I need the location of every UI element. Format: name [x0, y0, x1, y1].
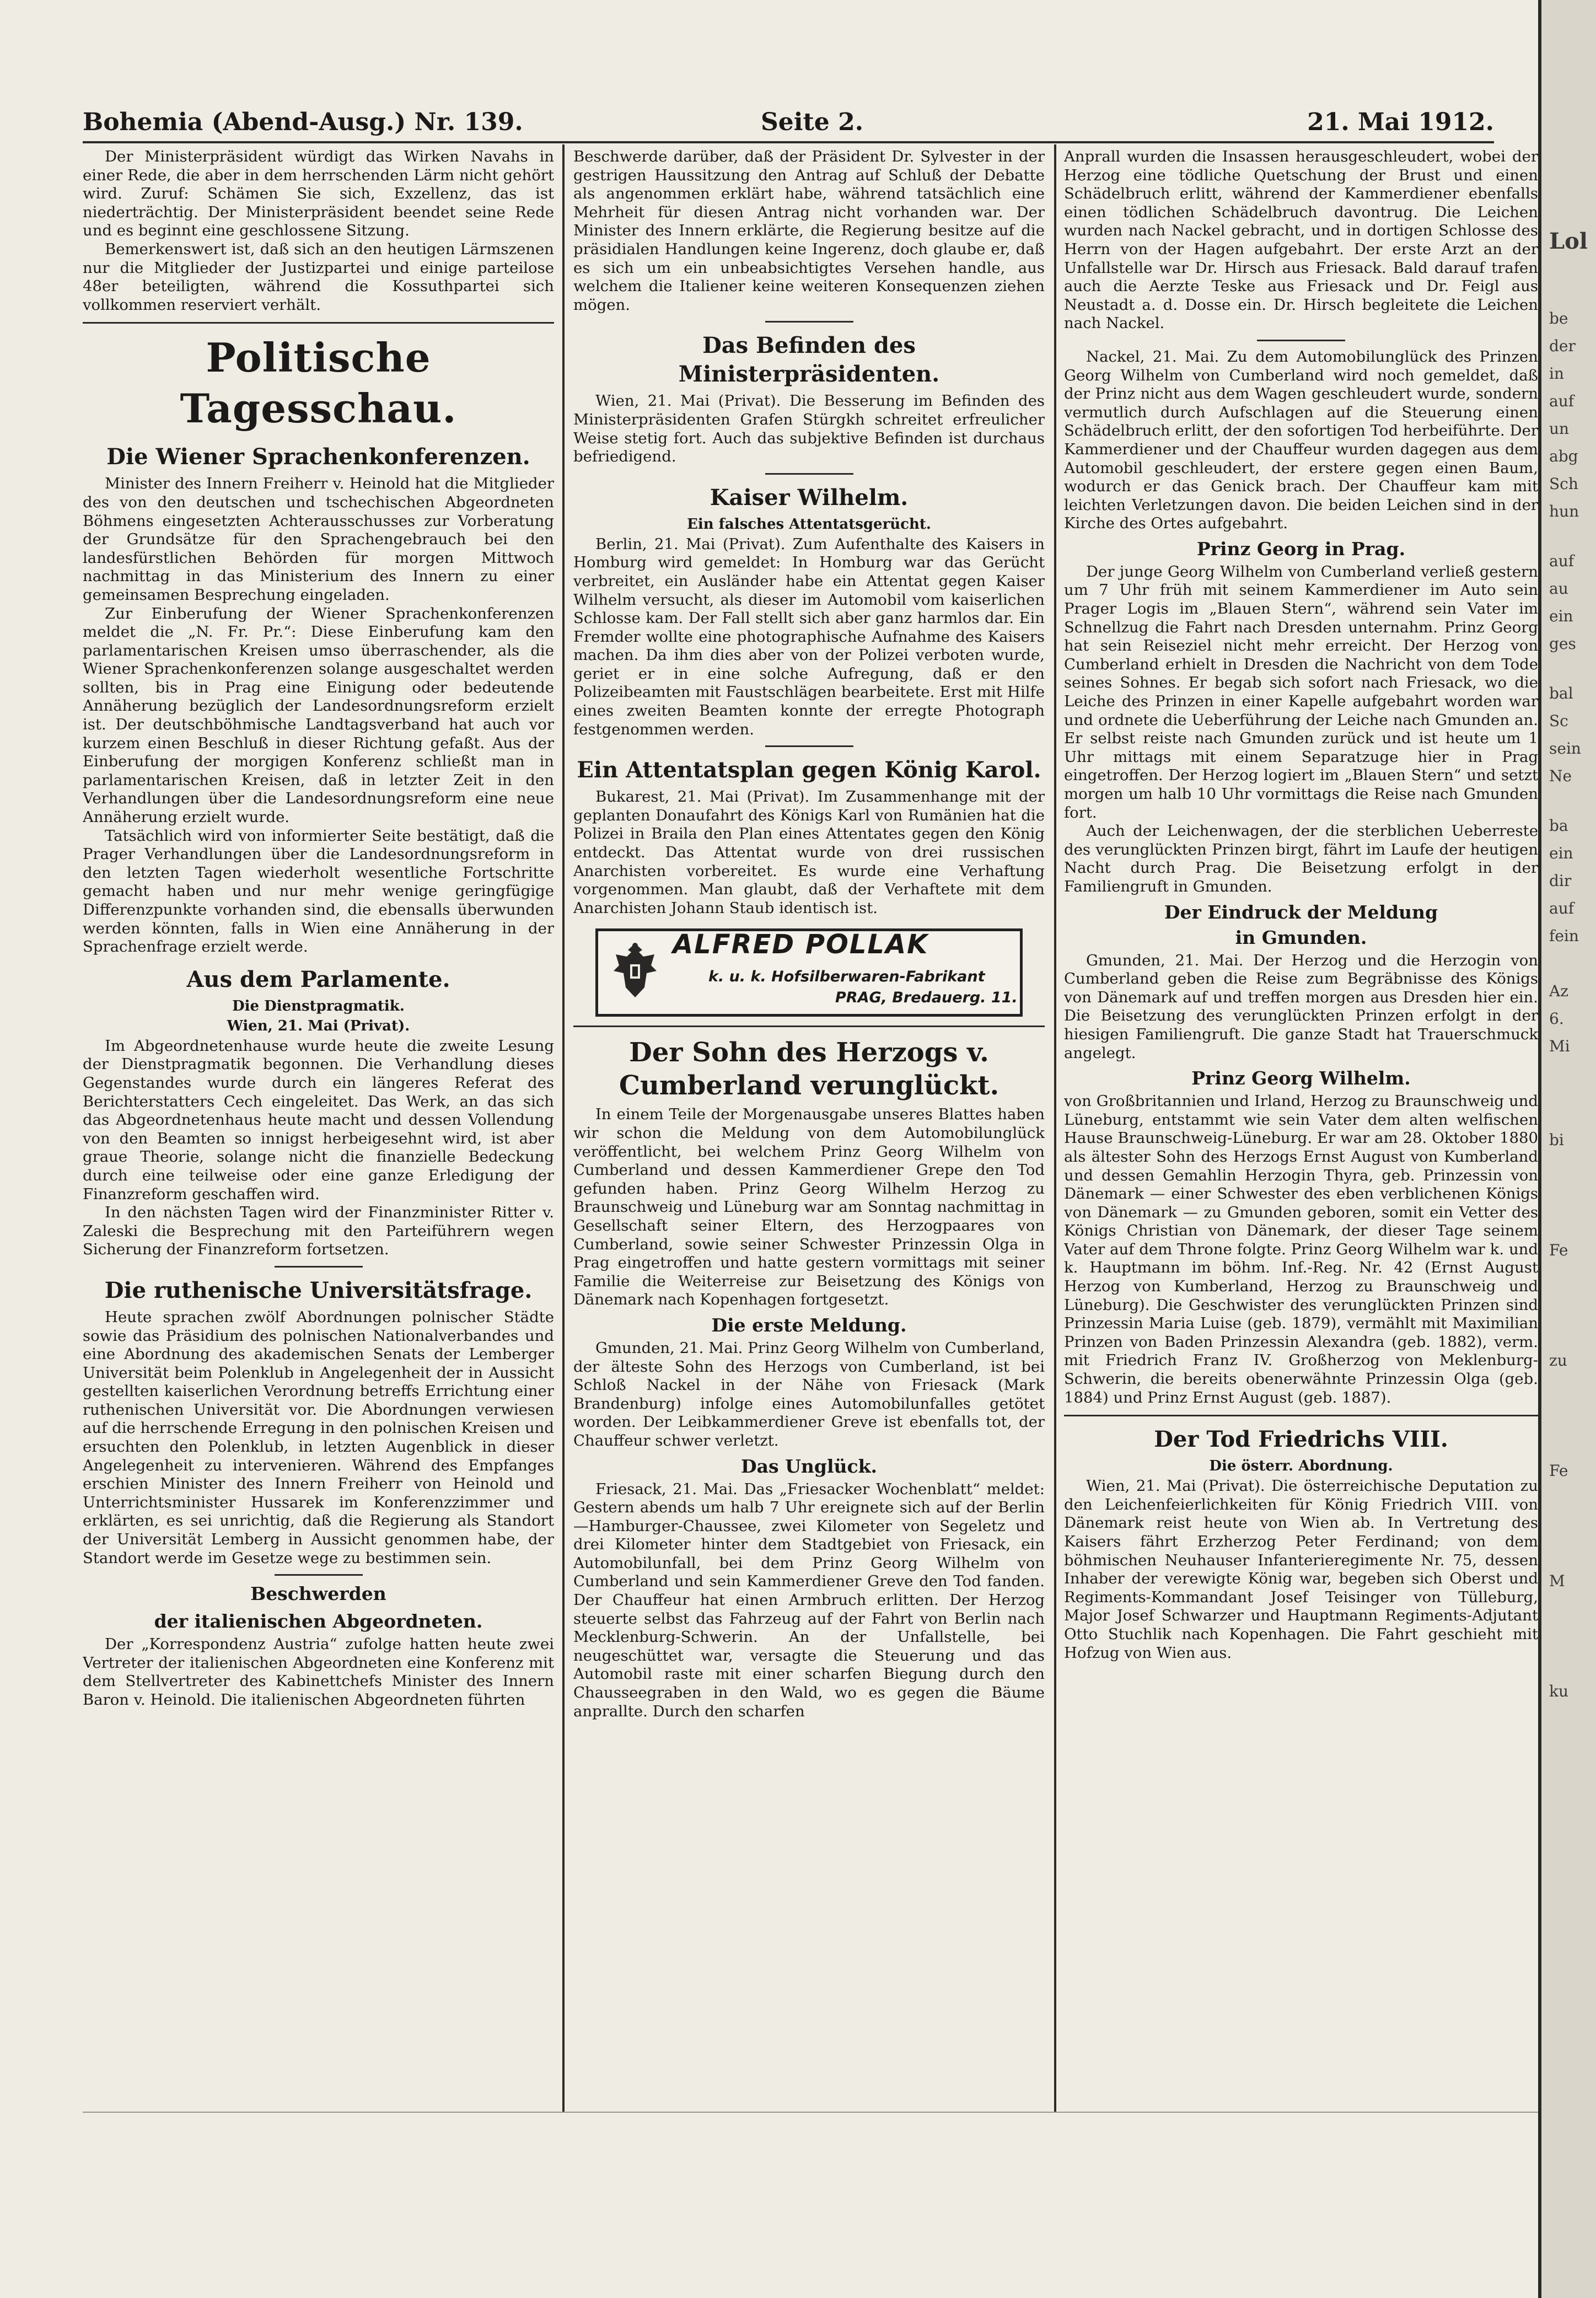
- edge-fragment: auf: [1549, 392, 1574, 410]
- article-paragraph: Gmunden, 21. Mai. Prinz Georg Wilhelm von Cumberland, der älteste Sohn des Herzogs von Cumberland, ist bei Schloß Nackel in der Nähe von Friesack (Mark Brandenburg) infolge eines Automobilunfalles getötet worden. Der Leibkammerdiener Greve ist ebenfalls tot, der Chauffeur schwer verletzt.: [573, 1339, 1045, 1449]
- article-subtitle: Die Dienstpragmatik.: [232, 997, 405, 1014]
- article-title-parlament: Aus dem Parlamente.: [186, 966, 450, 992]
- section-rule: [83, 322, 554, 324]
- section-title: Politische Tagesschau.: [180, 334, 457, 432]
- imperial-crest-icon: [610, 940, 660, 1002]
- article-subtitle-prag: Prinz Georg in Prag.: [1196, 538, 1406, 560]
- article-continuation: Anprall wurden die Insassen herausgeschleudert, wobei der Herzog eine tödliche Quetschung der Brust und einen Schädelbruch erlitt, während der Kammerdiener ebenfalls einen tödlichen Schädelbruch davontrug. Die Leichen wurden nach Nackel gebracht, und in dortigen Schlosse des Herrn von der Hagen aufgebahrt. Der erste Arzt an der Unfallstelle war Dr. Hirsch aus Friesack. Bald darauf trafen auch die Aerzte Teske aus Friesack und Dr. Feigl aus Neustadt a. d. Dosse ein. Dr. Hirsch begleitete die Leichen nach Nackel.: [1064, 148, 1538, 332]
- article-paragraph: von Großbritannien und Irland, Herzog zu Braunschweig und Lüneburg, entstammt wie sein Vater dem alten welfischen Hause Braunschweig-Lüneburg. Er war am 28. Oktober 1880 als ältester Sohn des Herzogs Ernst August von Kumberland und dessen Gemahlin Herzogin Thyra, geb. Prinzessin von Dänemark — einer Schwester des eben verblichenen Königs von Dänemark — zu Gmunden geboren, somit ein Vetter des Königs Christian von Dänemark, der dieser Tage seinem Vater auf dem Throne folgte. Prinz Georg Wilhelm war k. und k. Hauptmann im böhm. Inf.-Reg. Nr. 42 (Ernst August Herzog von Kumberland, Herzog zu Braunschweig und Lüneburg). Die Geschwister des verunglückten Prinzen sind Prinzessin Maria Luise (geb. 1879), vermählt mit Maximilian Prinzen von Baden Prinzessin Alexandra (geb. 1882), verm. mit Friedrich Franz IV. Großherzog von Meklenburg-Schwerin, die bereits obenerwähnte Prinzessin Olga (geb. 1884) und Prinz Ernst August (geb. 1887).: [1064, 1092, 1538, 1406]
- edge-fragment: M: [1549, 1572, 1565, 1590]
- article-paragraph: Auch der Leichenwagen, der die sterblichen Ueberreste des verunglückten Prinzen birgt, fährt im Laufe der heutigen Nacht durch Prag. Die Beisetzung erfolgt in der Familiengruft in Gmunden.: [1064, 822, 1538, 895]
- article-paragraph: Wien, 21. Mai (Privat). Die österreichische Deputation zu den Leichenfeierlichkeiten für König Friedrich VIII. von Dänemark reist heute von Wien ab. In Vertretung des Kaisers fährt Erzherzog Peter Ferdinand; von dem böhmischen Neuhauser Infanterieregimente Nr. 75, dessen Inhaber der verewigte König war, begeben sich Oberst und Regiments-Kommandant Josef Teisinger von Tülleburg, Major Josef Schwarzer und Hauptmann Regiments-Adjutant Otto Stuchlik nach Kopenhagen. Die Fahrt geschieht mit Hofzug von Wien aus.: [1064, 1477, 1538, 1662]
- dateline: Wien, 21. Mai (Privat).: [227, 1017, 410, 1034]
- edge-fragment: ein: [1549, 844, 1573, 862]
- advertiser-address: PRAG, Bredauerg. 11.: [835, 989, 1018, 1007]
- edge-fragment: Fe: [1549, 1462, 1568, 1480]
- article-paragraph: Tatsächlich wird von informierter Seite bestätigt, daß die Prager Verhandlungen über die Landesordnungsreform in den letzten Tagen wiederholt wesentliche Fortschritte gemacht haben und nur mehr wenige geringfügige Differenzpunkte vorhanden sind, die ebensalls überwunden werden könnten, falls in Wien eine Annäherung in der Sprachenfrage erzielt werde.: [83, 826, 554, 956]
- issue-date: 21. Mai 1912.: [1307, 108, 1494, 136]
- advertisement-pollak: [595, 928, 1023, 1017]
- article-subtitle-unglueck: Das Unglück.: [741, 1455, 877, 1477]
- article-title-friedrich: Der Tod Friedrichs VIII.: [1154, 1426, 1448, 1453]
- article-subtitle-georg-wilhelm: Prinz Georg Wilhelm.: [1191, 1067, 1411, 1089]
- bottom-margin: [83, 2112, 1538, 2135]
- separator: [275, 1266, 363, 1268]
- edge-fragment: ges: [1549, 635, 1576, 653]
- masthead-issue: Bohemia (Abend-Ausg.) Nr. 139.: [83, 108, 523, 136]
- edge-fragment: Fe: [1549, 1241, 1568, 1259]
- article-title-beschwerden-2: der italienischen Abgeordneten.: [154, 1610, 483, 1633]
- column-divider-1: [562, 144, 565, 2113]
- separator: [275, 1574, 363, 1576]
- edge-fragment: Ne: [1549, 767, 1572, 785]
- edge-fragment: der: [1549, 337, 1576, 355]
- article-paragraph: Berlin, 21. Mai (Privat). Zum Aufenthalte des Kaisers in Homburg wird gemeldet: In Homburg war das Gerücht verbreitet, ein Ausländer habe ein Attentat gegen Kaiser Wilhelm versucht, als dieser im Automobil vom kaiserlichen Schlosse kam. Der Fall stellt sich aber ganz harmlos dar. Ein Fremder wollte eine photographische Aufnahme des Kaisers machen. Da ihm dies aber von der Polizei verboten wurde, geriet er in eine solche Aufregung, daß er den Polizeibeamten mit Faustschlägen bearbeitete. Erst mit Hilfe eines zweiten Beamten konnte der erregte Photograph festgenommen werden.: [573, 535, 1045, 738]
- edge-fragment: un: [1549, 420, 1570, 438]
- page-header: [83, 108, 1494, 143]
- article-paragraph: Wien, 21. Mai (Privat). Die Besserung im Befinden des Ministerpräsidenten Grafen Stürgkh schreitet erfreulicher Weise stetig fort. Auch das subjektive Befinden ist durchaus befriedigend.: [573, 392, 1045, 466]
- column-3: [1064, 148, 1538, 2105]
- separator: [765, 473, 853, 475]
- edge-fragment: bal: [1549, 684, 1573, 702]
- column-divider-2: [1054, 144, 1056, 2113]
- advertiser-name: ALFRED POLLAK: [673, 929, 929, 960]
- article-paragraph: Nackel, 21. Mai. Zu dem Automobilunglück des Prinzen Georg Wilhelm von Cumberland wird noch gemeldet, daß der Prinz nicht aus dem Wagen geschleudert wurde, sondern vermutlich durch Aufschlagen auf die Steuerung einen Schädelbruch erlitt, der den sofortigen Tod herbeiführte. Der Kammerdiener und der Chauffeur wurden dagegen aus dem Automobil geschleudert, der erstere gegen einen Baum, wodurch er das Genick brach. Der Chauffeur kam mit leichten Verletzungen davon. Die beiden Leichen sind in der Kirche des Ortes aufgebahrt.: [1064, 347, 1538, 533]
- article-subtitle-erste-meldung: Die erste Meldung.: [711, 1314, 907, 1336]
- edge-fragment: be: [1549, 309, 1568, 327]
- edge-fragment: au: [1549, 579, 1568, 598]
- article-continuation: Beschwerde darüber, daß der Präsident Dr. Sylvester in der gestrigen Haussitzung den Antrag auf Schluß der Debatte als angenommen erklärt habe, während tatsächlich eine Mehrheit für diesen Antrag nicht vorhanden war. Der Minister des Innern erklärte, die Regierung besitze auf die präsidialen Handlungen keine Ingerenz, doch glaube er, daß es sich um ein unbeabsichtigtes Versehen handle, aus welchem die Italiener keine weiteren Konsequenzen ziehen mögen.: [573, 148, 1045, 314]
- section-rule: [1064, 1415, 1538, 1416]
- edge-fragment: Mi: [1549, 1037, 1570, 1055]
- article-subtitle-eindruck-2: in Gmunden.: [1235, 926, 1367, 948]
- article-paragraph: Im Abgeordnetenhause wurde heute die zweite Lesung der Dienstpragmatik begonnen. Die Verhandlung dieses Gegenstandes wurde durch ein längeres Referat des Berichterstatters Cech eingeleitet. Das Werk, an das sich das Abgeordnetenhaus heute macht und dessen Vollendung von den Beamten so innigst herbeigesehnt wird, ist aber graue Theorie, solange nicht die finanzielle Bedeckung durch eine teilweise oder eine ganze Erledigung der Finanzreform geschaffen wird.: [83, 1037, 554, 1203]
- article-paragraph: Zur Einberufung der Wiener Sprachenkonferenzen meldet die „N. Fr. Pr.“: Diese Einberufung kam den parlamentarischen Kreisen umso überraschender, als die Wiener Sprachenkonferenzen solange ausgeschaltet werden sollten, bis in Prag eine Einigung oder bedeutende Annäherung bezüglich der Landesordnungsreform erzielt ist. Der deutschböhmische Landtagsverband hat auch vor kurzem einen Beschluß in dieser Richtung gefaßt. Aus der Einberufung der morgigen Konferenz schließt man in parlamentarischen Kreisen, daß in letzter Zeit in den Verhandlungen über die Landesordnungsreform eine neue Annäherung erzielt wurde.: [83, 604, 554, 826]
- edge-fragment: Lol: [1549, 228, 1588, 254]
- adjacent-page-edge: [1538, 0, 1596, 2298]
- separator: [1257, 340, 1345, 341]
- intro-paragraph: Der Ministerpräsident würdigt das Wirken Navahs in einer Rede, die aber in dem herrschenden Lärm nicht gehört wird. Zuruf: Schämen Sie sich, Exzellenz, das ist niederträchtig. Der Ministerpräsident beendet seine Rede und es beginnt eine geschlossene Sitzung.: [83, 148, 554, 240]
- article-paragraph: Der „Korrespondenz Austria“ zufolge hatten heute zwei Vertreter der italienischen Abgeordneten eine Konferenz mit dem Stellvertreter des Kabinettchefs Minister des Innern Baron v. Heinold. Die italienischen Abgeordneten führten: [83, 1635, 554, 1709]
- advertiser-title: k. u. k. Hofsilberwaren-Fabrikant: [708, 968, 985, 986]
- column-1: [83, 148, 554, 2105]
- edge-fragment: Sc: [1549, 712, 1568, 730]
- article-subtitle: Die österr. Abordnung.: [1209, 1458, 1393, 1475]
- edge-fragment: Az: [1549, 982, 1568, 1000]
- separator: [765, 321, 853, 323]
- article-paragraph: Der junge Georg Wilhelm von Cumberland verließ gestern um 7 Uhr früh mit seinem Kammerdiener im Auto sein Prager Logis im „Blauen Stern“, während sein Vater im Schnellzug die Fahrt nach Dresden unternahm. Prinz Georg hat sein Reiseziel nicht mehr erreicht. Der Herzog von Cumberland erhielt in Dresden die Nachricht von dem Tode seines Sohnes. Er begab sich sofort nach Friesack, wo die Leiche des Prinzen in einer Kapelle aufgebahrt worden war und ordnete die Ueberführung der Leiche nach Gmunden an. Er selbst reiste nach Gmunden zurück und ist heute um 1 Uhr mittags mit einem Separatzuge hier in Prag eingetroffen. Der Herzog logiert im „Blauen Stern“ und setzt morgen um halb 10 Uhr vormittags die Reise nach Gmunden fort.: [1064, 562, 1538, 822]
- article-paragraph: In den nächsten Tagen wird der Finanzminister Ritter v. Zaleski die Besprechung mit den Parteiführern wegen Sicherung der Finanzreform fortsetzen.: [83, 1204, 554, 1259]
- article-subtitle: Ein falsches Attentatsgerücht.: [687, 516, 931, 533]
- intro-paragraph-2: Bemerkenswert ist, daß sich an den heutigen Lärmszenen nur die Mitglieder der Justizpartei und einige parteilose 48er beteiligten, während die Kossuthpartei sich vollkommen reserviert verhält.: [83, 240, 554, 314]
- column-2: [573, 148, 1045, 2105]
- article-paragraph: In einem Teile der Morgenausgabe unseres Blattes haben wir schon die Meldung von dem Automobilunglück veröffentlicht, bei welchem Prinz Georg Wilhelm von Cumberland und dessen Kammerdiener Grepe den Tod gefunden haben. Prinz Georg Wilhelm Herzog zu Braunschweig und Lüneburg war am Sonntag nachmittag in Gesellschaft seiner Eltern, des Herzogpaares von Cumberland, sowie seiner Schwester Prinzessin Olga in Prag eingetroffen und hatte gestern vormittags mit seiner Familie die Weiterreise zur Beisetzung des Königs von Dänemark nach Kopenhagen fortgesetzt.: [573, 1105, 1045, 1309]
- article-title-cumberland: Der Sohn des Herzogs v. Cumberland verunglückt.: [619, 1037, 999, 1102]
- edge-fragment: sein: [1549, 739, 1581, 758]
- edge-fragment: dir: [1549, 872, 1572, 890]
- edge-fragment: hun: [1549, 502, 1579, 520]
- page-number: Seite 2.: [761, 108, 864, 136]
- edge-fragment: in: [1549, 364, 1564, 383]
- article-title-universitaet: Die ruthenische Universitätsfrage.: [104, 1277, 533, 1303]
- edge-fragment: Sch: [1549, 475, 1578, 493]
- header-rule: [83, 141, 1494, 143]
- edge-fragment: auf: [1549, 552, 1574, 570]
- article-title-attentat: Ein Attentatsplan gegen König Karol.: [577, 757, 1041, 783]
- article-title-befinden: Das Befinden des Ministerpräsidenten.: [678, 332, 940, 388]
- article-paragraph: Heute sprachen zwölf Abordnungen polnischer Städte sowie das Präsidium des polnischen Nationalverbandes und eine Abordnung des akademischen Senats der Lemberger Universität beim Polenklub in Angelegenheit der in Aussicht gestellten kaiserlichen Verordnung betreffs Errichtung einer ruthenischen Universität vor. Die Abordnungen verwiesen auf die herrschende Erregung in den polnischen Kreisen und ersuchten den Polenklub, in letzten Augenblick in dieser Angelegenheit zu intervenieren. Während des Empfanges erschien Minister des Innern Freiherr von Heinold und Unterrichtsminister Hussarek im Konferenzzimmer und erklärten, es sei unrichtig, daß die Regierung als Standort der Universität Lemberg in Aussicht genommen habe, der Standort werde im Gesetze wege zu bestimmen sein.: [83, 1308, 554, 1567]
- edge-fragment: abg: [1549, 447, 1578, 465]
- edge-fragment: zu: [1549, 1351, 1567, 1370]
- section-rule: [573, 1025, 1045, 1027]
- article-paragraph: Minister des Innern Freiherr v. Heinold hat die Mitglieder des von den deutschen und tschechischen Abgeordneten Böhmens eingesetzten Achterausschusses zur Vorberatung der Grundsätze für den Sprachengebrauch bei den landesfürstlichen Behörden für morgen Mittwoch nachmittag in das Ministerium des Innern zu einer gemeinsamen Besprechung eingeladen.: [83, 475, 554, 604]
- edge-fragment: ein: [1549, 607, 1573, 625]
- article-paragraph: Friesack, 21. Mai. Das „Friesacker Wochenblatt“ meldet: Gestern abends um halb 7 Uhr ereignete sich auf der Berlin—Hamburger-Chaussee, zwei Kilometer von Segeletz und drei Kilometer hinter dem Stadtgebiet von Friesack, ein Automobilunfall, bei dem Prinz Georg Wilhelm von Cumberland und sein Kammerdiener Greve den Tod fanden. Der Chauffeur hat einen Armbruch erlitten. Der Herzog steuerte selbst das Fahrzeug auf der Fahrt von Berlin nach Mecklenburg-Schwerin. An der Unfallstelle, bei neugeschüttet war, versagte die Steuerung und das Automobil raste mit einer scharfen Biegung durch den Chausseegraben in den Wald, wo es gegen die Bäume anprallte. Durch den scharfen: [573, 1480, 1045, 1720]
- edge-fragment: ku: [1549, 1682, 1568, 1700]
- separator: [765, 745, 853, 747]
- article-title-sprachenkonferenzen: Die Wiener Sprachenkonferenzen.: [106, 444, 530, 470]
- article-paragraph: Bukarest, 21. Mai (Privat). Im Zusammenhange mit der geplanten Donaufahrt des Königs Karl von Rumänien hat die Polizei in Braila den Plan eines Attentates gegen den König entdeckt. Das Attentat wurde von drei russischen Anarchisten vorbereitet. Es wurde eine Verhaftung vorgenommen. Man glaubt, daß der Verhaftete mit dem Anarchisten Johann Staub identisch ist.: [573, 788, 1045, 917]
- edge-fragment: fein: [1549, 927, 1579, 945]
- edge-fragment: bi: [1549, 1131, 1564, 1149]
- edge-fragment: ba: [1549, 817, 1568, 835]
- article-title-kaiser: Kaiser Wilhelm.: [710, 484, 909, 511]
- edge-fragment: auf: [1549, 899, 1574, 917]
- article-paragraph: Gmunden, 21. Mai. Der Herzog und die Herzogin von Cumberland geben die Reise zum Begräbnisse des Königs von Dänemark auf und treffen morgen aus Dresden hier ein. Die Beisetzung des verunglückten Prinzen erfolgt in der hiesigen Familiengruft. Die ganze Stadt hat Trauerschmuck angelegt.: [1064, 951, 1538, 1062]
- article-subtitle-eindruck-1: Der Eindruck der Meldung: [1164, 901, 1438, 923]
- article-title-beschwerden-1: Beschwerden: [250, 1583, 386, 1605]
- edge-fragment: 6.: [1549, 1010, 1564, 1028]
